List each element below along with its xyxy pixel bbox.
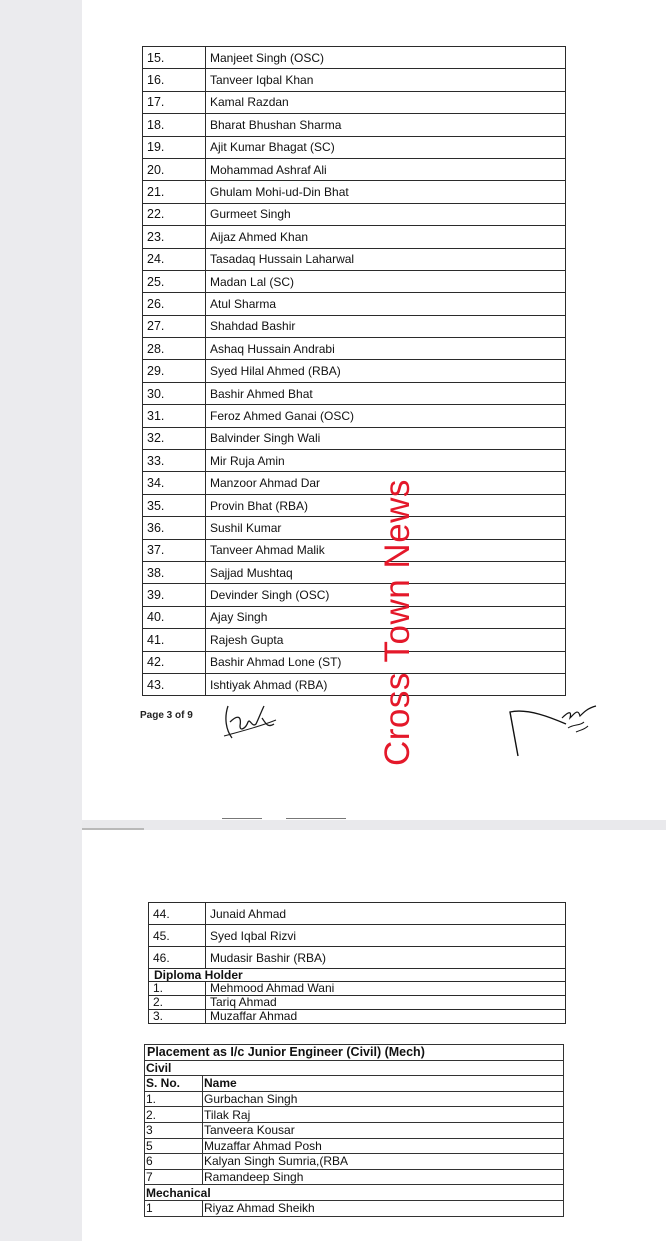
serial-number: 42.: [143, 651, 206, 673]
serial-number: 25.: [143, 270, 206, 292]
employee-name: Tasadaq Hussain Laharwal: [206, 248, 566, 270]
table-row: [143, 47, 566, 69]
table-row: [143, 494, 566, 516]
employee-name: Mir Ruja Amin: [206, 450, 566, 472]
serial-number: 28.: [143, 338, 206, 360]
employee-name: Atul Sharma: [206, 293, 566, 315]
employee-name: Kalyan Singh Sumria,(RBA: [203, 1154, 564, 1170]
serial-number: 1.: [149, 982, 206, 996]
serial-number: 41.: [143, 629, 206, 651]
employee-name: Provin Bhat (RBA): [206, 494, 566, 516]
serial-number: 15.: [143, 47, 206, 69]
employee-name: Tariq Ahmad: [206, 996, 566, 1010]
placement-heading: Placement as I/c Junior Engineer (Civil) (Mech): [145, 1045, 564, 1061]
employee-name: Ishtiyak Ahmad (RBA): [206, 673, 566, 695]
mechanical-heading: Mechanical: [145, 1185, 564, 1201]
table-row: [149, 982, 566, 996]
serial-number: 45.: [149, 925, 206, 947]
table-row: [143, 382, 566, 404]
employee-name: Syed Hilal Ahmed (RBA): [206, 360, 566, 382]
serial-number: 16.: [143, 69, 206, 91]
table-row: [143, 270, 566, 292]
serial-number: 24.: [143, 248, 206, 270]
employee-name: Tilak Raj: [203, 1107, 564, 1123]
employee-name: Junaid Ahmad: [206, 903, 566, 925]
table-row: [143, 158, 566, 180]
table-row: [143, 427, 566, 449]
serial-number: 2.: [149, 996, 206, 1010]
serial-number: 26.: [143, 293, 206, 315]
employee-name: Balvinder Singh Wali: [206, 427, 566, 449]
employee-name: Ajit Kumar Bhagat (SC): [206, 136, 566, 158]
table-row: [143, 606, 566, 628]
employee-name: Tanveera Kousar: [203, 1122, 564, 1138]
serial-number: 35.: [143, 494, 206, 516]
employee-name: Rajesh Gupta: [206, 629, 566, 651]
table-row: [149, 947, 566, 969]
table-row: [149, 903, 566, 925]
table-row: [143, 203, 566, 225]
table-row: [143, 248, 566, 270]
page-gap-mark: [286, 818, 346, 819]
table-row: [149, 925, 566, 947]
table-row: [145, 1076, 564, 1092]
serial-number: 20.: [143, 158, 206, 180]
placement-heading-row: [145, 1045, 564, 1061]
page-number: Page 3 of 9: [140, 710, 193, 721]
employee-name: Sajjad Mushtaq: [206, 561, 566, 583]
employee-name: Mehmood Ahmad Wani: [206, 982, 566, 996]
employee-name: Mudasir Bashir (RBA): [206, 947, 566, 969]
serial-number: 6: [145, 1154, 203, 1170]
serial-number: 46.: [149, 947, 206, 969]
employee-name: Syed Iqbal Rizvi: [206, 925, 566, 947]
table-row: [143, 673, 566, 695]
table-row: [145, 1091, 564, 1107]
employee-name: Devinder Singh (OSC): [206, 584, 566, 606]
employee-name: Mohammad Ashraf Ali: [206, 158, 566, 180]
employee-name: Manzoor Ahmad Dar: [206, 472, 566, 494]
serial-number: 1.: [145, 1091, 203, 1107]
table-row: [143, 561, 566, 583]
section-heading-row: [149, 969, 566, 982]
serial-number: 40.: [143, 606, 206, 628]
employee-name: Tanveer Iqbal Khan: [206, 69, 566, 91]
employee-name: Riyaz Ahmad Sheikh: [203, 1200, 564, 1216]
table-row: [145, 1122, 564, 1138]
serial-number: 22.: [143, 203, 206, 225]
serial-number: 19.: [143, 136, 206, 158]
table-row: [145, 1138, 564, 1154]
serial-number: 17.: [143, 91, 206, 113]
table-row: [143, 91, 566, 113]
employee-name: Name: [203, 1076, 564, 1092]
table-row: [143, 293, 566, 315]
mechanical-heading-row: [145, 1185, 564, 1201]
employee-name: Gurmeet Singh: [206, 203, 566, 225]
table-row: [143, 69, 566, 91]
employee-name: Ashaq Hussain Andrabi: [206, 338, 566, 360]
table-row: [143, 360, 566, 382]
table-row: [143, 338, 566, 360]
serial-number: 3.: [149, 1010, 206, 1024]
employee-name: Bashir Ahmed Bhat: [206, 382, 566, 404]
serial-number: 33.: [143, 450, 206, 472]
table-row: [143, 651, 566, 673]
table-row: [145, 1200, 564, 1216]
employee-name: Shahdad Bashir: [206, 315, 566, 337]
employee-list-table: [142, 46, 566, 696]
viewer-sidebar: [0, 0, 82, 1241]
document-page-3: [82, 0, 666, 820]
serial-number: 3: [145, 1122, 203, 1138]
table-row: [143, 450, 566, 472]
employee-name: Tanveer Ahmad Malik: [206, 539, 566, 561]
employee-name: Aijaz Ahmed Khan: [206, 226, 566, 248]
signature-left: [218, 698, 280, 742]
table-row: [143, 584, 566, 606]
serial-number: 37.: [143, 539, 206, 561]
table-row: [143, 315, 566, 337]
table-row: [143, 629, 566, 651]
table-row: [143, 226, 566, 248]
civil-heading: Civil: [145, 1060, 564, 1076]
serial-number: 2.: [145, 1107, 203, 1123]
civil-heading-row: [145, 1060, 564, 1076]
employee-name: Sushil Kumar: [206, 517, 566, 539]
employee-name: Gurbachan Singh: [203, 1091, 564, 1107]
table-row: [145, 1107, 564, 1123]
serial-number: 38.: [143, 561, 206, 583]
table-row: [145, 1169, 564, 1185]
serial-number: 29.: [143, 360, 206, 382]
table-row: [145, 1154, 564, 1170]
serial-number: 5: [145, 1138, 203, 1154]
placement-table: [144, 1044, 564, 1217]
table-row: [143, 136, 566, 158]
watermark-text: Cross Town News: [378, 479, 417, 766]
table-row: [149, 1010, 566, 1024]
serial-number: 23.: [143, 226, 206, 248]
serial-number: 43.: [143, 673, 206, 695]
serial-number: 18.: [143, 114, 206, 136]
serial-number: 31.: [143, 405, 206, 427]
page-gap-mark: [222, 818, 262, 819]
continued-list-table: [148, 902, 566, 1024]
employee-name: Bashir Ahmad Lone (ST): [206, 651, 566, 673]
table-row: [149, 996, 566, 1010]
employee-name: Madan Lal (SC): [206, 270, 566, 292]
serial-number: 21.: [143, 181, 206, 203]
employee-name: Muzaffar Ahmad Posh: [203, 1138, 564, 1154]
employee-name: Ghulam Mohi-ud-Din Bhat: [206, 181, 566, 203]
table-row: [143, 405, 566, 427]
serial-number: 44.: [149, 903, 206, 925]
serial-number: S. No.: [145, 1076, 203, 1092]
employee-name: Kamal Razdan: [206, 91, 566, 113]
diploma-holder-heading: Diploma Holder: [149, 969, 566, 982]
employee-name: Ajay Singh: [206, 606, 566, 628]
employee-name: Feroz Ahmed Ganai (OSC): [206, 405, 566, 427]
table-row: [143, 539, 566, 561]
employee-name: Muzaffar Ahmad: [206, 1010, 566, 1024]
table-row: [143, 517, 566, 539]
document-page-4: [82, 830, 666, 1241]
employee-name: Ramandeep Singh: [203, 1169, 564, 1185]
serial-number: 27.: [143, 315, 206, 337]
serial-number: 34.: [143, 472, 206, 494]
serial-number: 7: [145, 1169, 203, 1185]
serial-number: 1: [145, 1200, 203, 1216]
serial-number: 32.: [143, 427, 206, 449]
table-row: [143, 114, 566, 136]
employee-name: Bharat Bhushan Sharma: [206, 114, 566, 136]
table-row: [143, 181, 566, 203]
employee-name: Manjeet Singh (OSC): [206, 47, 566, 69]
serial-number: 36.: [143, 517, 206, 539]
table-row: [143, 472, 566, 494]
serial-number: 39.: [143, 584, 206, 606]
signature-right: [500, 696, 604, 762]
serial-number: 30.: [143, 382, 206, 404]
